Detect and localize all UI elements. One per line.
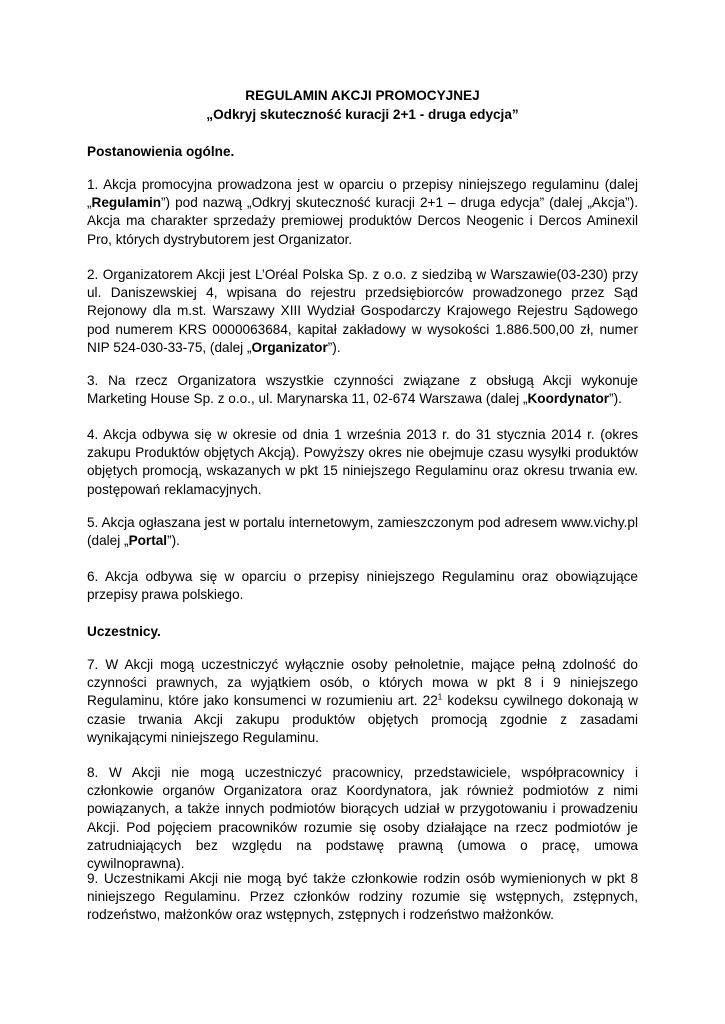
paragraph-9: 9. Uczestnikami Akcji nie mogą być także członkowie rodzin osób wymienionych w pkt 8 niniejszego Regulaminu. Przez członków rodziny rozumie się wstępnych, zstępnych, rodzeństwo, małżonków oraz wstępnych, zstępnych i rodzeństwo małżonków. — [87, 871, 638, 923]
document-subtitle: „Odkryj skuteczność kuracji 2+1 - druga edycja” — [206, 107, 519, 122]
section-heading-participants: Uczestnicy. — [87, 624, 161, 639]
paragraph-4: 4. Akcja odbywa się w okresie od dnia 1 września 2013 r. do 31 stycznia 2014 r. (okres zakupu Produktów objętych Akcją). Powyższy okres nie obejmuje czasu wysyłki produktów objętych promocją, wskazanych w pkt 15 niniejszego Regulaminu oraz okresu trwania ew. postępowań reklamacyjnych. — [87, 427, 638, 497]
section-heading-general: Postanowienia ogólne. — [87, 144, 235, 159]
paragraph-5: 5. Akcja ogłaszana jest w portalu internetowym, zamieszczonym pod adresem www.vichy.pl (dalej „Portal”). — [87, 515, 638, 549]
paragraph-6: 6. Akcja odbywa się w oparciu o przepisy niniejszego Regulaminu oraz obowiązujące przepisy prawa polskiego. — [87, 569, 638, 603]
document-title: REGULAMIN AKCJI PROMOCYJNEJ — [245, 88, 480, 103]
paragraph-3: 3. Na rzecz Organizatora wszystkie czynności związane z obsługą Akcji wykonuje Marketing House Sp. z o.o., ul. Marynarska 11, 02-674 Warszawa (dalej „Koordynator”). — [87, 373, 638, 407]
paragraph-8: 8. W Akcji nie mogą uczestniczyć pracownicy, przedstawiciele, współpracownicy i członkowie organów Organizatora oraz Koordynatora, jak również podmiotów z nimi powiązanych, a także innych podmiotów biorących udział w przygotowaniu i prowadzeniu Akcji. Pod pojęciem pracowników rozumie się osoby działające na rzecz podmiotów je zatrudniających bez względu na podstawę prawną (umowa o pracę, umowa cywilnoprawna). — [87, 765, 638, 872]
paragraph-2: 2. Organizatorem Akcji jest L’Oréal Polska Sp. z o.o. z siedzibą w Warszawie(03-230) przy ul. Daniszewskiej 4, wpisana do rejestru przedsiębiorców prowadzonego przez Sąd Rejonowy dla m.st. Warszawy XIII Wydział Gospodarczy Krajowego Rejestru Sądowego pod numerem KRS 0000063684, kapitał zakładowy w wysokości 1.886.500,00 zł, numer NIP 524-030-33-75, (dalej „Organizator”). — [87, 267, 638, 355]
paragraph-7: 7. W Akcji mogą uczestniczyć wyłącznie osoby pełnoletnie, mające pełną zdolność do czynności prawnych, za wyjątkiem osób, o których mowa w pkt 8 i 9 niniejszego Regulaminu, które jako konsumenci w rozumieniu art. $22^1$ kodeksu cywilnego dokonają w czasie trwania Akcji zakupu produktów objętych promocją zgodnie z zasadami wynikającymi niniejszego Regulaminu. — [87, 657, 638, 745]
paragraph-1: 1. Akcja promocyjna prowadzona jest w oparciu o przepisy niniejszego regulaminu (dalej „Regulamin”) pod nazwą „Odkryj skuteczność kuracji 2+1 – druga edycja” (dalej „Akcja”). Akcja ma charakter sprzedaży premiowej produktów Dercos Neogenic i Dercos Aminexil Pro, których dystrybutorem jest Organizator. — [87, 177, 638, 247]
